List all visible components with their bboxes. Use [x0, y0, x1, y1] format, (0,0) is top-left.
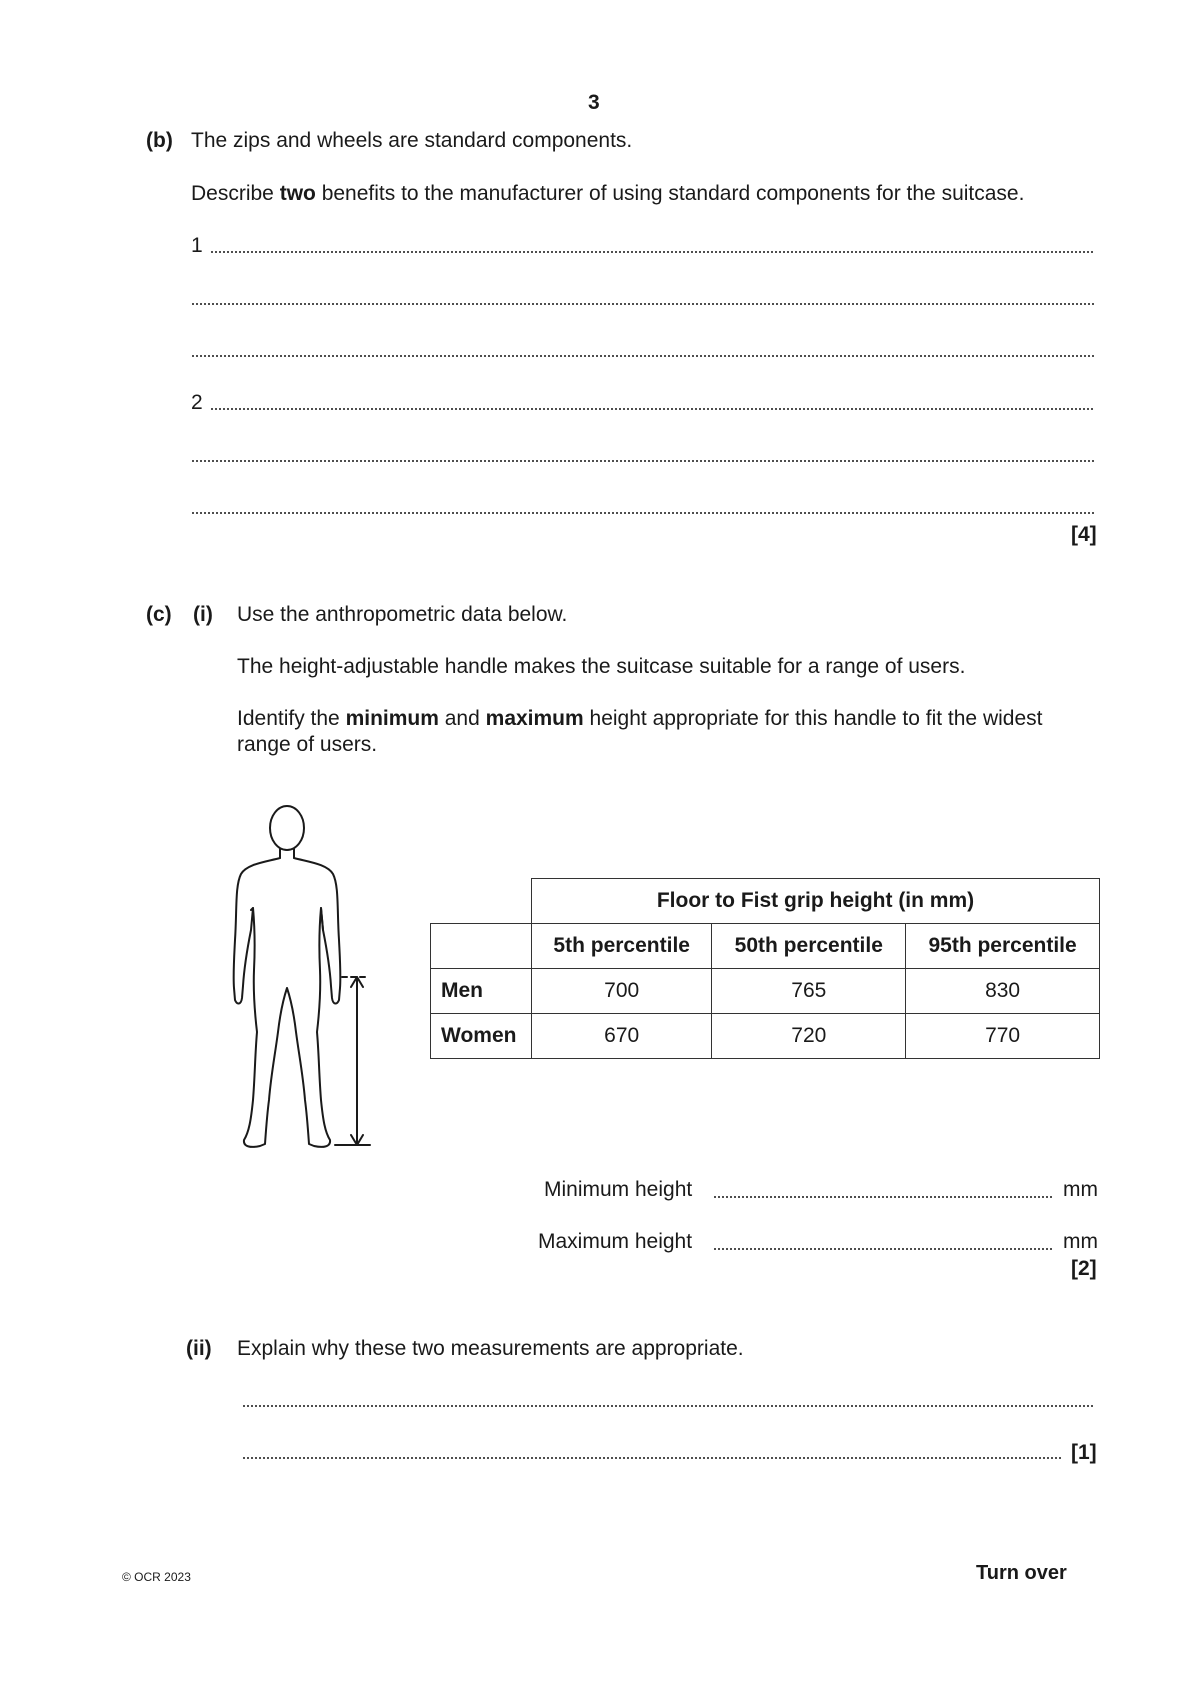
sub-i-line2: The height-adjustable handle makes the suitcase suitable for a range of users.	[237, 655, 966, 678]
min-height-label: Minimum height	[544, 1178, 693, 1201]
answer-line[interactable]	[210, 407, 1094, 411]
human-figure-illustration	[225, 800, 385, 1150]
column-header: 5th percentile	[532, 924, 712, 969]
max-height-answer-line[interactable]	[713, 1247, 1053, 1251]
sub-i-label: (i)	[193, 603, 213, 626]
instruction-text: Describe	[191, 182, 280, 205]
table-cell: 700	[532, 969, 712, 1014]
table-cell: 765	[712, 969, 906, 1014]
instruction-text: height appropriate for this handle to fit the widest range of users.	[237, 707, 1043, 756]
answer-line[interactable]	[191, 302, 1094, 306]
table-empty-header	[431, 924, 532, 969]
instruction-bold: two	[279, 182, 316, 205]
part-b-text: The zips and wheels are standard components.	[191, 129, 633, 152]
table-title: Floor to Fist grip height (in mm)	[532, 879, 1100, 924]
part-c-label: (c)	[146, 603, 172, 626]
sub-ii-label: (ii)	[186, 1337, 212, 1360]
copyright-footer: © OCR 2023	[122, 1570, 191, 1584]
answer-line[interactable]	[191, 511, 1094, 515]
column-header: 50th percentile	[712, 924, 906, 969]
max-height-unit: mm	[1063, 1230, 1098, 1253]
column-header: 95th percentile	[906, 924, 1100, 969]
table-cell: 830	[906, 969, 1100, 1014]
sub-ii-text: Explain why these two measurements are appropriate.	[237, 1337, 744, 1360]
table-cell: 770	[906, 1014, 1100, 1059]
instruction-text: and	[438, 707, 486, 730]
min-height-unit: mm	[1063, 1178, 1098, 1201]
answer-line[interactable]	[210, 250, 1094, 254]
table-cell: 720	[712, 1014, 906, 1059]
table-row	[431, 1014, 1100, 1059]
min-height-answer-line[interactable]	[713, 1195, 1053, 1199]
answer-1-label: 1	[191, 234, 203, 257]
answer-line[interactable]	[191, 354, 1094, 358]
instruction-text: benefits to the manufacturer of using standard components for the suitcase.	[315, 182, 1025, 205]
marks-b: [4]	[1071, 523, 1097, 546]
max-height-label: Maximum height	[538, 1230, 693, 1253]
answer-line[interactable]	[242, 1404, 1094, 1408]
table-corner	[431, 879, 532, 924]
turn-over-footer: Turn over	[976, 1562, 1067, 1584]
sub-i-line3	[237, 706, 1097, 758]
part-b-label: (b)	[146, 129, 173, 152]
instruction-text: Identify the	[237, 707, 346, 730]
sub-i-line1: Use the anthropometric data below.	[237, 603, 568, 626]
instruction-bold: maximum	[485, 707, 584, 730]
page-number: 3	[588, 91, 600, 114]
table-row	[431, 969, 1100, 1014]
answer-line[interactable]	[242, 1456, 1062, 1460]
marks-c-ii: [1]	[1071, 1441, 1097, 1464]
table-cell: 670	[532, 1014, 712, 1059]
answer-line[interactable]	[191, 459, 1094, 463]
anthropometric-table	[430, 878, 1100, 1059]
instruction-bold: minimum	[345, 707, 439, 730]
marks-c-i: [2]	[1071, 1257, 1097, 1280]
part-b-instruction	[191, 181, 1024, 207]
row-label: Men	[431, 969, 532, 1014]
row-label: Women	[431, 1014, 532, 1059]
answer-2-label: 2	[191, 391, 203, 414]
